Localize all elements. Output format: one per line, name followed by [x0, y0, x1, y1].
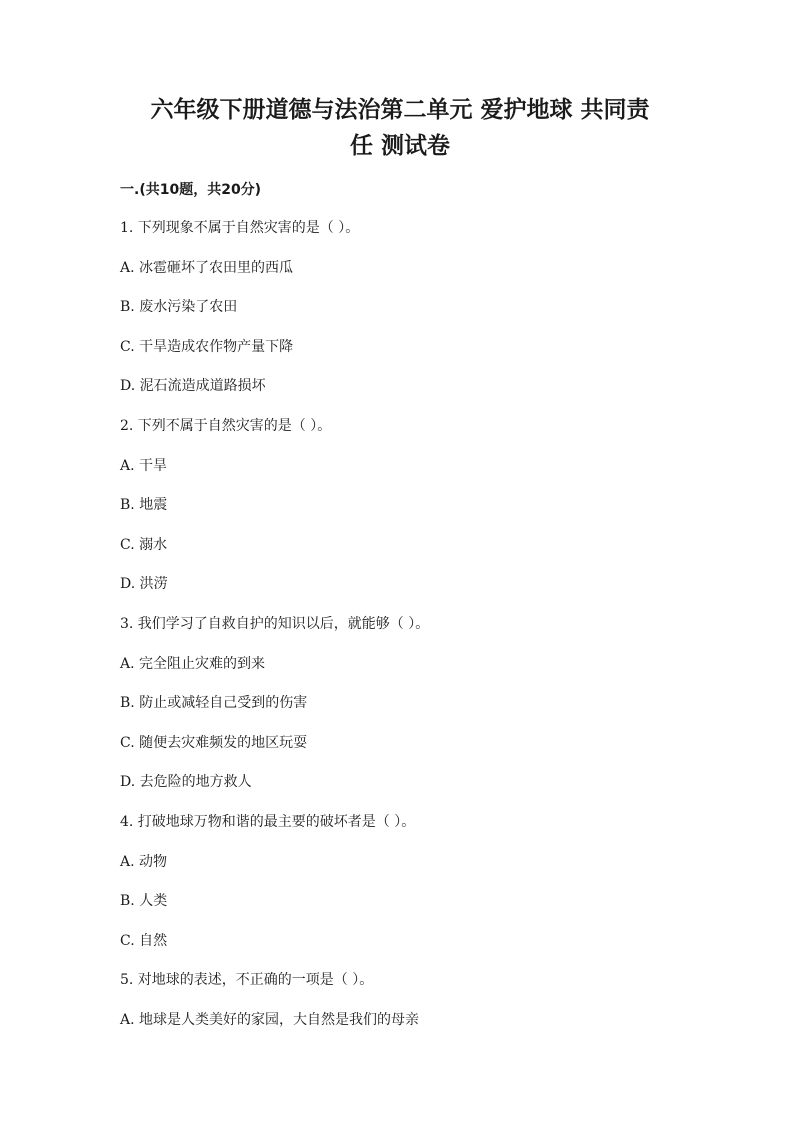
answer-option: A. 动物: [120, 853, 168, 870]
answer-option: C. 干旱造成农作物产量下降: [120, 338, 294, 355]
question-list: [120, 218, 720, 1049]
answer-option: B. 废水污染了农田: [120, 299, 238, 316]
answer-option: C. 随便去灾难频发的地区玩耍: [120, 734, 308, 751]
answer-option: A. 干旱: [120, 457, 168, 474]
answer-option: B. 防止或减轻自己受到的伤害: [120, 695, 308, 712]
question-stem: 1. 下列现象不属于自然灾害的是（ ）。: [120, 220, 360, 236]
answer-option: A. 冰雹砸坏了农田里的西瓜: [120, 259, 294, 276]
question-stem: 2. 下列不属于自然灾害的是（ ）。: [120, 417, 332, 434]
question-stem: 4. 打破地球万物和谐的最主要的破坏者是（ ）。: [120, 813, 416, 830]
question-stem: 3. 我们学习了自救自护的知识以后，就能够（ ）。: [120, 615, 430, 632]
answer-option: A. 完全阻止灾难的到来: [120, 655, 266, 672]
exam-title-line-1: 六年级下册道德与法治第二单元 爱护地球 共同责: [150, 97, 650, 123]
section-header: 一.(共10题，共20分): [120, 182, 262, 198]
answer-option: D. 泥石流造成道路损坏: [120, 378, 266, 395]
exam-title: [120, 92, 680, 164]
answer-option: C. 自然: [120, 932, 168, 949]
answer-option: B. 人类: [120, 893, 168, 910]
answer-option: D. 洪涝: [120, 576, 168, 593]
answer-option: D. 去危险的地方救人: [120, 774, 252, 791]
answer-option: A. 地球是人类美好的家园，大自然是我们的母亲: [120, 1011, 420, 1028]
answer-option: B. 地震: [120, 497, 168, 514]
question-stem: 5. 对地球的表述，不正确的一项是（ ）。: [120, 972, 374, 989]
answer-option: C. 溺水: [120, 536, 168, 553]
exam-title-line-2: 任 测试卷: [349, 133, 450, 159]
